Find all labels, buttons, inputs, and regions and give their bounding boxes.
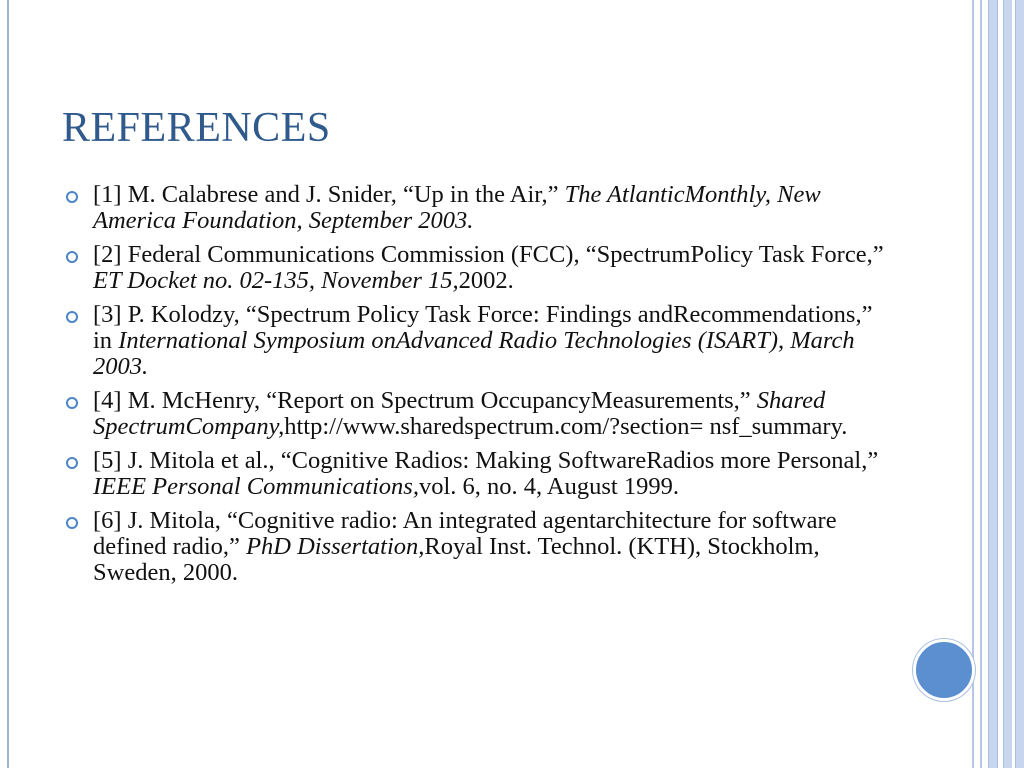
reference-text: [1] M. Calabrese and J. Snider, “Up in the Air,” — [93, 181, 565, 208]
reference-list — [64, 182, 894, 594]
reference-source: International Symposium onAdvanced Radio Technologies (ISART), March 2003. — [93, 327, 855, 380]
circle-bullet-icon — [66, 191, 78, 203]
stripe — [988, 0, 998, 768]
reference-text: [3] P. Kolodzy, “Spectrum Policy Task Force: Findings andRecommendations,” in — [93, 301, 873, 354]
reference-item-6 — [64, 508, 894, 586]
stripe — [1015, 0, 1024, 768]
reference-tail: http://www.sharedspectrum.com/?section= nsf_summary. — [284, 413, 848, 440]
circle-bullet-icon — [66, 311, 78, 323]
reference-text: [4] M. McHenry, “Report on Spectrum OccupancyMeasurements,” — [93, 387, 757, 414]
reference-text: [2] Federal Communications Commission (FCC), “SpectrumPolicy Task Force,” — [93, 241, 884, 268]
circle-decoration — [913, 639, 975, 701]
circle-bullet-icon — [66, 457, 78, 469]
circle-bullet-icon — [66, 397, 78, 409]
circle-bullet-icon — [66, 251, 78, 263]
reference-item-5 — [64, 448, 894, 500]
reference-text: [5] J. Mitola et al., “Cognitive Radios: Making SoftwareRadios more Personal,” — [93, 447, 879, 474]
left-border-decoration — [0, 0, 9, 768]
reference-tail: 2002. — [458, 267, 514, 294]
reference-tail: Royal Inst. Technol. (KTH), Stockholm, Sweden, 2000. — [93, 533, 820, 586]
reference-source: Shared SpectrumCompany, — [93, 387, 826, 440]
reference-text: [6] J. Mitola, “Cognitive radio: An integrated agentarchitecture for software defined radio,” — [93, 507, 837, 560]
reference-source: The AtlanticMonthly, New America Foundation, September 2003. — [93, 181, 821, 234]
reference-item-3 — [64, 302, 894, 380]
stripe — [1003, 0, 1012, 768]
reference-item-2 — [64, 242, 894, 294]
reference-tail: vol. 6, no. 4, August 1999. — [418, 473, 679, 500]
reference-item-4 — [64, 388, 894, 440]
reference-item-1 — [64, 182, 894, 234]
reference-source: PhD Dissertation, — [246, 533, 425, 560]
circle-bullet-icon — [66, 517, 78, 529]
reference-source: ET Docket no. 02-135, November 15, — [93, 267, 459, 294]
reference-source: IEEE Personal Communications, — [93, 473, 419, 500]
right-stripe-decoration — [972, 0, 1024, 768]
slide-title: REFERENCES — [62, 105, 331, 151]
